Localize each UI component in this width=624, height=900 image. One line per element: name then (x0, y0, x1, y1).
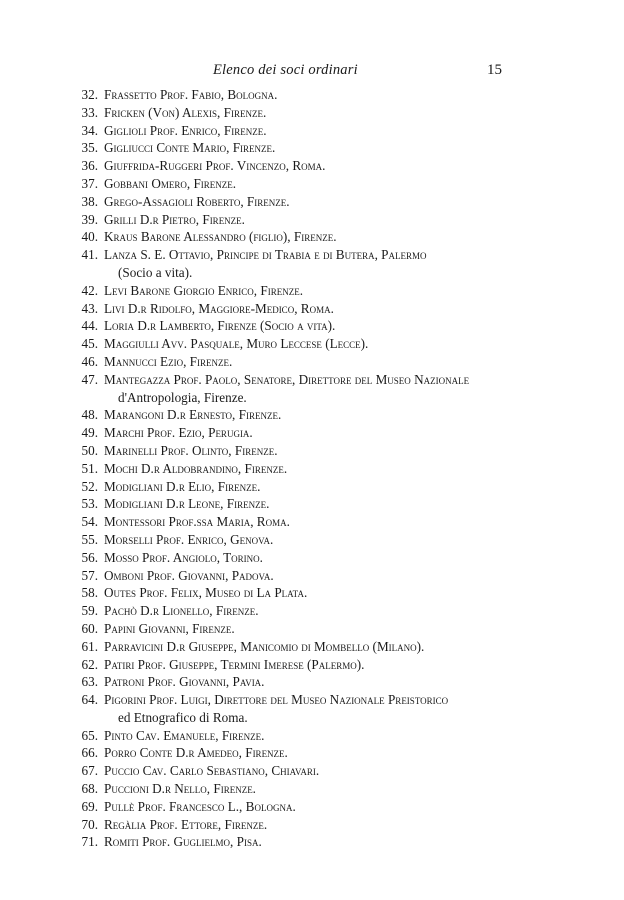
member-entry (0, 175, 624, 193)
entry-number: 45. (81, 336, 98, 352)
member-entry (0, 193, 624, 211)
entry-continuation: ed Etnografico di Roma. (118, 709, 248, 725)
member-entry (0, 86, 624, 104)
entry-text: Grego-Assagioli Roberto, Firenze. (104, 193, 290, 209)
member-entry (0, 798, 624, 816)
entry-number: 32. (81, 87, 98, 102)
member-entry (0, 282, 624, 300)
entry-number: 51. (81, 460, 98, 476)
entry-text: Papini Giovanni, Firenze. (104, 620, 235, 636)
member-entry (0, 371, 624, 407)
member-entry (0, 353, 624, 371)
entry-number: 54. (81, 514, 98, 530)
entry-text: Patroni Prof. Giovanni, Pavia. (104, 674, 265, 690)
running-title: Elenco dei soci ordinari (213, 62, 358, 78)
entry-number: 44. (81, 318, 98, 334)
entry-number: 60. (81, 620, 98, 636)
entry-number: 58. (81, 585, 98, 601)
member-entry (0, 602, 624, 620)
entry-text: Omboni Prof. Giovanni, Padova. (104, 567, 274, 583)
entry-text: Patiri Prof. Giuseppe, Termini Imerese (Palermo). (104, 656, 365, 672)
entry-number: 61. (81, 638, 98, 654)
member-entry (0, 246, 624, 282)
entry-text: Puccio Cav. Carlo Sebastiano, Chiavari. (104, 763, 320, 779)
member-entry (0, 780, 624, 798)
entry-text: Mosso Prof. Angiolo, Torino. (104, 549, 263, 565)
member-entry (0, 584, 624, 602)
entry-number: 59. (81, 603, 98, 619)
entry-text: Marinelli Prof. Olinto, Firenze. (104, 442, 278, 458)
entry-text: Lanza S. E. Ottavio, Principe di Trabia e di Butera, Palermo (104, 247, 427, 263)
entry-text: Grilli D.r Pietro, Firenze. (104, 211, 245, 227)
member-entry (0, 744, 624, 762)
member-entry (0, 104, 624, 122)
member-entry (0, 833, 624, 851)
member-entry (0, 673, 624, 691)
entry-text: Montessori Prof.ssa Maria, Roma. (104, 514, 290, 530)
entry-number: 49. (81, 425, 98, 441)
entry-continuation: (Socio a vita). (118, 264, 193, 280)
entry-number: 65. (81, 727, 98, 743)
entry-text: Maggiulli Avv. Pasquale, Muro Leccese (Lecce). (104, 336, 369, 352)
entry-text: Marangoni D.r Ernesto, Firenze. (104, 407, 282, 423)
member-entry (0, 300, 624, 318)
entry-text: Puccioni D.r Nello, Firenze. (104, 781, 256, 797)
entry-text: Fricken (Von) Alexis, Firenze. (104, 104, 267, 120)
entry-text: Marchi Prof. Ezio, Perugia. (104, 425, 253, 441)
entry-number: 56. (81, 549, 98, 565)
entry-text: Parravicini D.r Giuseppe, Manicomio di Mombello (Milano). (104, 638, 425, 654)
entry-number: 40. (81, 229, 98, 245)
member-entry (0, 638, 624, 656)
entry-number: 50. (81, 442, 98, 458)
entry-text: Giglioli Prof. Enrico, Firenze. (104, 122, 267, 138)
entry-number: 43. (81, 300, 98, 316)
entry-number: 68. (81, 781, 98, 797)
entry-number: 33. (81, 104, 98, 120)
entry-text: Porro Conte D.r Amedeo, Firenze. (104, 745, 288, 761)
member-entry (0, 139, 624, 157)
entry-text: Frassetto Prof. Fabio, Bologna. (104, 87, 278, 102)
member-entry (0, 727, 624, 745)
member-entry (0, 478, 624, 496)
entry-text: Levi Barone Giorgio Enrico, Firenze. (104, 282, 304, 298)
entry-number: 38. (81, 193, 98, 209)
member-entry (0, 317, 624, 335)
entry-number: 42. (81, 282, 98, 298)
entry-number: 70. (81, 816, 98, 832)
entry-number: 41. (81, 247, 98, 263)
member-entry (0, 495, 624, 513)
member-entry (0, 406, 624, 424)
entry-number: 35. (81, 140, 98, 156)
entry-text: Modigliani D.r Leone, Firenze. (104, 496, 270, 512)
entry-text: Giuffrida-Ruggeri Prof. Vincenzo, Roma. (104, 158, 326, 174)
entry-text: Kraus Barone Alessandro (figlio), Firenze. (104, 229, 337, 245)
entry-text: Gobbani Omero, Firenze. (104, 175, 237, 191)
page-header (0, 62, 624, 82)
entry-text: Pinto Cav. Emanuele, Firenze. (104, 727, 265, 743)
entry-number: 66. (81, 745, 98, 761)
entry-text: Modigliani D.r Elio, Firenze. (104, 478, 261, 494)
member-entry (0, 122, 624, 140)
entry-number: 57. (81, 567, 98, 583)
entry-text: Morselli Prof. Enrico, Genova. (104, 531, 274, 547)
member-entry (0, 424, 624, 442)
entry-number: 48. (81, 407, 98, 423)
entry-text: Mannucci Ezio, Firenze. (104, 353, 233, 369)
members-list (0, 86, 624, 851)
entry-number: 39. (81, 211, 98, 227)
entry-number: 46. (81, 353, 98, 369)
member-entry (0, 228, 624, 246)
member-entry (0, 513, 624, 531)
member-entry (0, 442, 624, 460)
entry-text: Romiti Prof. Guglielmo, Pisa. (104, 834, 262, 850)
member-entry (0, 335, 624, 353)
entry-text: Mantegazza Prof. Paolo, Senatore, Direttore del Museo Nazionale (104, 371, 470, 387)
member-entry (0, 460, 624, 478)
member-entry (0, 549, 624, 567)
entry-text: Mochi D.r Aldobrandino, Firenze. (104, 460, 288, 476)
entry-number: 64. (81, 692, 98, 708)
entry-number: 63. (81, 674, 98, 690)
member-entry (0, 816, 624, 834)
entry-number: 71. (81, 834, 98, 850)
entry-number: 55. (81, 531, 98, 547)
entry-number: 36. (81, 158, 98, 174)
entry-text: Pullè Prof. Francesco L., Bologna. (104, 798, 296, 814)
entry-text: Outes Prof. Felix, Museo di La Plata. (104, 585, 308, 601)
page-number: 15 (487, 62, 502, 78)
member-entry (0, 691, 624, 727)
entry-number: 69. (81, 798, 98, 814)
entry-number: 53. (81, 496, 98, 512)
entry-number: 37. (81, 175, 98, 191)
member-entry (0, 567, 624, 585)
member-entry (0, 211, 624, 229)
entry-text: Livi D.r Ridolfo, Maggiore-Medico, Roma. (104, 300, 334, 316)
member-entry (0, 157, 624, 175)
entry-text: Pigorini Prof. Luigi, Direttore del Museo Nazionale Preistorico (104, 692, 449, 708)
entry-continuation: d'Antropologia, Firenze. (118, 389, 247, 405)
member-entry (0, 762, 624, 780)
entry-number: 62. (81, 656, 98, 672)
entry-text: Regàlia Prof. Ettore, Firenze. (104, 816, 268, 832)
entry-number: 67. (81, 763, 98, 779)
entry-text: Pachò D.r Lionello, Firenze. (104, 603, 259, 619)
member-entry (0, 531, 624, 549)
entry-text: Loria D.r Lamberto, Firenze (Socio a vita). (104, 318, 336, 334)
member-entry (0, 656, 624, 674)
member-entry (0, 620, 624, 638)
entry-number: 47. (81, 371, 98, 387)
entry-number: 34. (81, 122, 98, 138)
entry-text: Gigliucci Conte Mario, Firenze. (104, 140, 276, 156)
entry-number: 52. (81, 478, 98, 494)
